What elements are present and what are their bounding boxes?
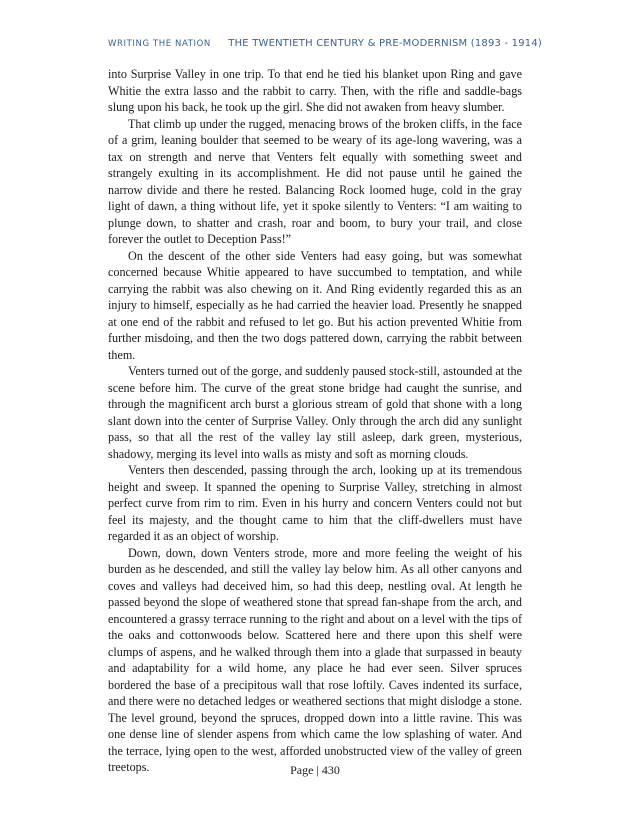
paragraph-6: Down, down, down Venters strode, more and more feeling the weight of his burden as he descended, and still the valley lay below him. As all other canyons and coves and valleys had deceived him, so had this deep, nestling oval. At length he passed beyond the slope of weathered stone that spread fan-shape from the arch, and encountered a grassy terrace running to the right and about on a level with the tips of the oaks and cottonwoods below. Scattered here and there upon this shelf were clumps of aspens, and he walked through them into a glade that surpassed in beauty and adaptability for a wild home, any place he had ever seen. Silver spruces bordered the base of a precipitous wall that rose loftily. Caves indented its surface, and there were no detached ledges or weathered sections that might dislodge a stone. The level ground, beyond the spruces, dropped down into a little ravine. This was one dense line of slender aspens from which came the low splashing of water. And the terrace, lying open to the west, afforded unobstructed view of the valley of green treetops. — [108, 545, 522, 774]
paragraph-3: On the descent of the other side Venters had easy going, but was somewhat concerned because Whitie appeared to have succumbed to temptation, and while carrying the rabbit was also chewing on it. And Ring evidently regarded this as an injury to himself, especially as he had carried the heavier load. Presently he snapped at one end of the rabbit and refused to let go. But his action prevented Whitie from further misdoing, and then the two dogs pattered down, carrying the rabbit between them. — [108, 248, 522, 362]
paragraph-4: Venters turned out of the gorge, and suddenly paused stock-still, astounded at the scene before him. The curve of the great stone bridge had caught the sunrise, and through the magnificent arch burst a glorious stream of gold that shone with a long slant down into the center of Surprise Valley. Only through the arch did any sunlight pass, so that all the rest of the valley lay still asleep, dark green, mysterious, shadowy, merging its level into walls as misty and soft as morning clouds. — [108, 364, 522, 461]
paragraph-2: That climb up under the rugged, menacing brows of the broken cliffs, in the face of a grim, leaning boulder that seemed to be weary of its age-long wavering, was a tax on strength and nerve that Venters felt equally with something sweet and strangely exulting in its accomplishment. He did not pause until he gained the narrow divide and there he rested. Balancing Rock loomed huge, cold in the gray light of dawn, a thing without life, yet it spoke silently to Venters: “I am waiting to plunge down, to shatter and crash, roar and boom, to bury your trail, and close forever the outlet to Deception Pass!” — [108, 116, 522, 246]
paragraph-5: Venters then descended, passing through the arch, looking up at its tremendous height and sweep. It spanned the opening to Surprise Valley, stretching in almost perfect curve from rim to rim. Even in his hurry and concern Venters could not but feel its majesty, and the thought came to him that the cliff-dwellers must have regarded it as an object of worship. — [108, 463, 522, 543]
running-header — [108, 38, 542, 49]
header-section: WRITING THE NATION — [108, 39, 211, 49]
page-number: Page | 430 — [290, 763, 340, 777]
body-text — [108, 66, 522, 776]
paragraph-1: into Surprise Valley in one trip. To that end he tied his blanket upon Ring and gave Whitie the extra lasso and the rabbit to carry. Then, with the rifle and saddle-bags slung upon his back, he took up the girl. She did not awaken from heavy slumber. — [108, 67, 522, 114]
header-chapter: THE TWENTIETH CENTURY & PRE-MODERNISM (1893 - 1914) — [228, 38, 542, 49]
